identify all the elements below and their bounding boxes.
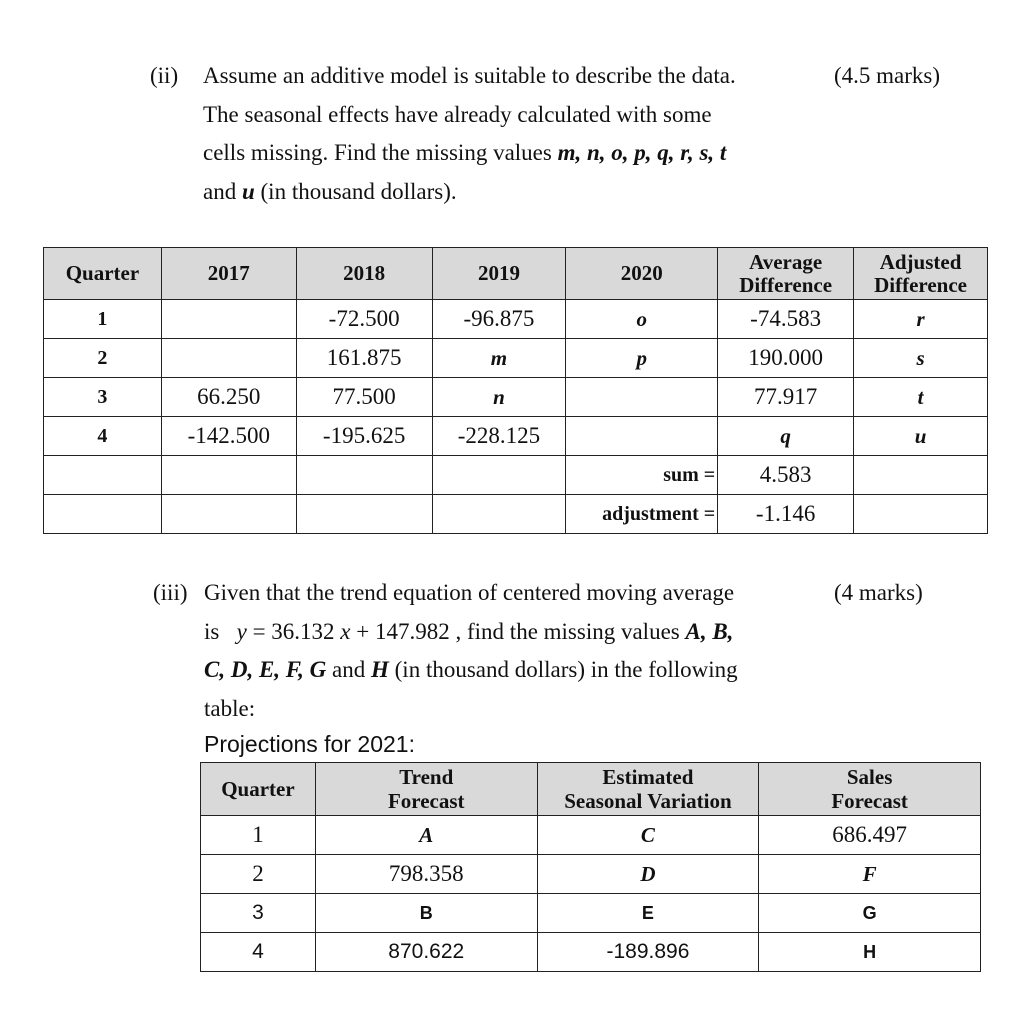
missing-value-cell: n [432,378,566,417]
missing-value-cell: s [854,339,988,378]
missing-value-cell: o [566,300,718,339]
sum-value: 4.583 [718,456,854,495]
part-iii-line-4: table: [204,695,256,721]
quarter-cell: 3 [44,378,162,417]
table-row [44,417,988,456]
missing-value-cell: m [432,339,566,378]
table-cell: -142.500 [161,417,296,456]
empty-cell [432,456,566,495]
quarter-cell: 1 [44,300,162,339]
table-header-row [201,763,981,816]
header-quarter: Quarter [44,248,162,300]
missing-value-cell: B [315,894,537,933]
quarter-cell: 3 [201,894,316,933]
table-row [44,378,988,417]
table-row [44,300,988,339]
header-sales-forecast: Sales Forecast [759,763,981,816]
sum-label: sum = [566,456,718,495]
part-ii-marks: (4.5 marks) [834,63,941,88]
table-cell: -72.500 [296,300,432,339]
header-seasonal-variation: Estimated Seasonal Variation [537,763,759,816]
part-iii-line-3: C, D, E, F, G and H (in thousand dollars) in the following [204,657,738,682]
missing-value-cell: E [537,894,759,933]
table-row [201,894,981,933]
table-cell: 870.622 [315,933,537,972]
table-row [44,339,988,378]
table-row [201,933,981,972]
part-ii-number: (ii) [150,63,179,88]
empty-cell [44,495,162,534]
empty-cell [44,456,162,495]
missing-vars-list: m, n, o, p, q, r, s, t [557,140,727,165]
missing-value-cell: r [854,300,988,339]
part-iii-number: (iii) [153,580,188,605]
part-ii-line-1: Assume an additive model is suitable to describe the data. [203,63,736,88]
header-2020: 2020 [566,248,718,300]
trend-equation: y = 36.132 x + 147.982 , [236,618,462,644]
empty-cell [161,495,296,534]
empty-cell [296,456,432,495]
part-ii-line-2: The seasonal effects have already calculated with some [203,101,712,127]
table-cell [566,378,718,417]
table-cell: -74.583 [718,300,854,339]
empty-cell [854,456,988,495]
quarter-cell: 1 [201,816,316,855]
table-cell: 77.500 [296,378,432,417]
table-cell: 190.000 [718,339,854,378]
part-ii-line-3: cells missing. Find the missing values m, n, o, p, q, r, s, t [203,140,727,165]
missing-value-cell: D [537,855,759,894]
part-iii-line-2: is y = 36.132 x + 147.982 , find the missing values A, B, [204,618,734,644]
missing-value-cell: A [315,816,537,855]
header-average-difference: Average Difference [718,248,854,300]
empty-cell [432,495,566,534]
part-iii-question [153,574,813,729]
table-cell [566,417,718,456]
table-cell: -228.125 [432,417,566,456]
table-cell: 686.497 [759,816,981,855]
part-iii-marks: (4 marks) [834,580,923,605]
header-quarter: Quarter [201,763,316,816]
missing-value-cell: F [759,855,981,894]
part-ii-question [150,57,790,217]
missing-value-cell: G [759,894,981,933]
table-cell: 798.358 [315,855,537,894]
sum-row [44,456,988,495]
missing-value-cell: H [759,933,981,972]
adjustment-value: -1.146 [718,495,854,534]
projections-title: Projections for 2021: [204,731,415,757]
part-iii-line-1: Given that the trend equation of centered moving average [204,580,735,605]
quarter-cell: 4 [201,933,316,972]
header-2017: 2017 [161,248,296,300]
empty-cell [296,495,432,534]
empty-cell [854,495,988,534]
missing-value-cell: t [854,378,988,417]
quarter-cell: 4 [44,417,162,456]
table-cell: 77.917 [718,378,854,417]
header-2019: 2019 [432,248,566,300]
adjustment-label: adjustment = [566,495,718,534]
adjustment-row [44,495,988,534]
table-cell: -96.875 [432,300,566,339]
header-adjusted-difference: Adjusted Difference [854,248,988,300]
missing-value-cell: p [566,339,718,378]
missing-value-cell: u [854,417,988,456]
table-cell: 66.250 [161,378,296,417]
quarter-cell: 2 [44,339,162,378]
projections-table [200,762,981,972]
table-row [201,855,981,894]
seasonal-effects-table [43,247,988,534]
missing-value-cell: C [537,816,759,855]
header-trend-forecast: Trend Forecast [315,763,537,816]
table-cell: 161.875 [296,339,432,378]
missing-value-cell: q [718,417,854,456]
table-cell: -189.896 [537,933,759,972]
table-cell: -195.625 [296,417,432,456]
quarter-cell: 2 [201,855,316,894]
table-cell [161,300,296,339]
header-2018: 2018 [296,248,432,300]
table-row [201,816,981,855]
table-header-row [44,248,988,300]
part-ii-line-4: and u (in thousand dollars). [203,178,457,204]
table-cell [161,339,296,378]
empty-cell [161,456,296,495]
